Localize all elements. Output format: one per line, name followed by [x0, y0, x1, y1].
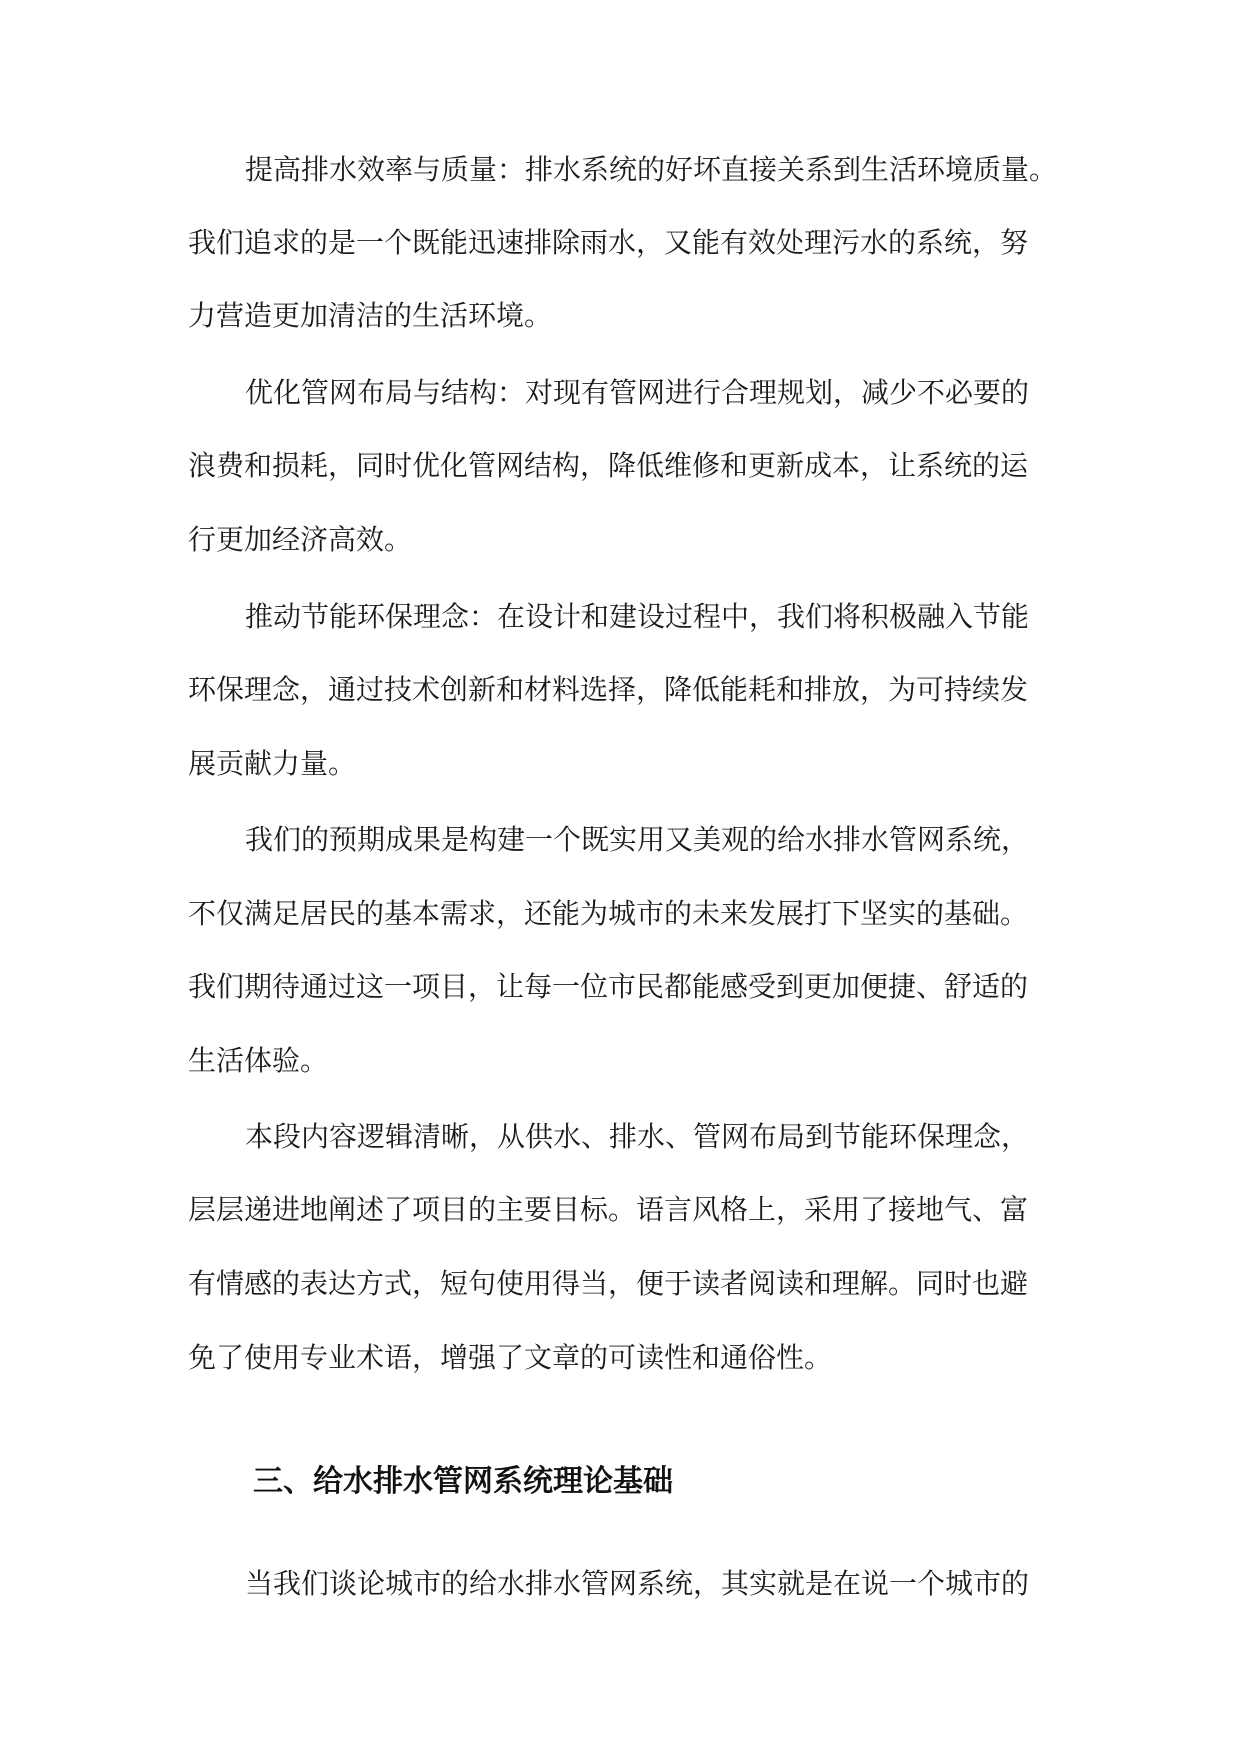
paragraph-line: 浪费和损耗，同时优化管网结构，降低维修和更新成本，让系统的运: [188, 449, 1029, 482]
paragraph-line: 当我们谈论城市的给水排水管网系统，其实就是在说一个城市的: [245, 1567, 1030, 1600]
section-heading: 三、给水排水管网系统理论基础: [253, 1464, 673, 1499]
paragraph-line: 展贡献力量。: [188, 747, 357, 780]
paragraph-line: 环保理念，通过技术创新和材料选择，降低能耗和排放，为可持续发: [188, 673, 1029, 706]
paragraph-line: 有情感的表达方式，短句使用得当，便于读者阅读和理解。同时也避: [188, 1267, 1029, 1300]
paragraph-line: 本段内容逻辑清晰，从供水、排水、管网布局到节能环保理念，: [245, 1120, 1030, 1153]
paragraph-line: 我们期待通过这一项目，让每一位市民都能感受到更加便捷、舒适的: [188, 970, 1029, 1003]
paragraph-line: 我们的预期成果是构建一个既实用又美观的给水排水管网系统，: [245, 823, 1030, 856]
paragraph-line: 力营造更加清洁的生活环境。: [188, 299, 553, 332]
paragraph-line: 提高排水效率与质量：排水系统的好坏直接关系到生活环境质量。: [245, 153, 1058, 186]
paragraph-line: 生活体验。: [188, 1044, 329, 1077]
paragraph-line: 不仅满足居民的基本需求，还能为城市的未来发展打下坚实的基础。: [188, 897, 1029, 930]
paragraph-line: 层层递进地阐述了项目的主要目标。语言风格上，采用了接地气、富: [188, 1193, 1029, 1226]
paragraph-line: 免了使用专业术语，增强了文章的可读性和通俗性。: [188, 1341, 833, 1374]
paragraph-line: 行更加经济高效。: [188, 523, 413, 556]
paragraph-line: 我们追求的是一个既能迅速排除雨水，又能有效处理污水的系统，努: [188, 226, 1029, 259]
paragraph-line: 推动节能环保理念：在设计和建设过程中，我们将积极融入节能: [245, 600, 1030, 633]
paragraph-line: 优化管网布局与结构：对现有管网进行合理规划，减少不必要的: [245, 376, 1030, 409]
